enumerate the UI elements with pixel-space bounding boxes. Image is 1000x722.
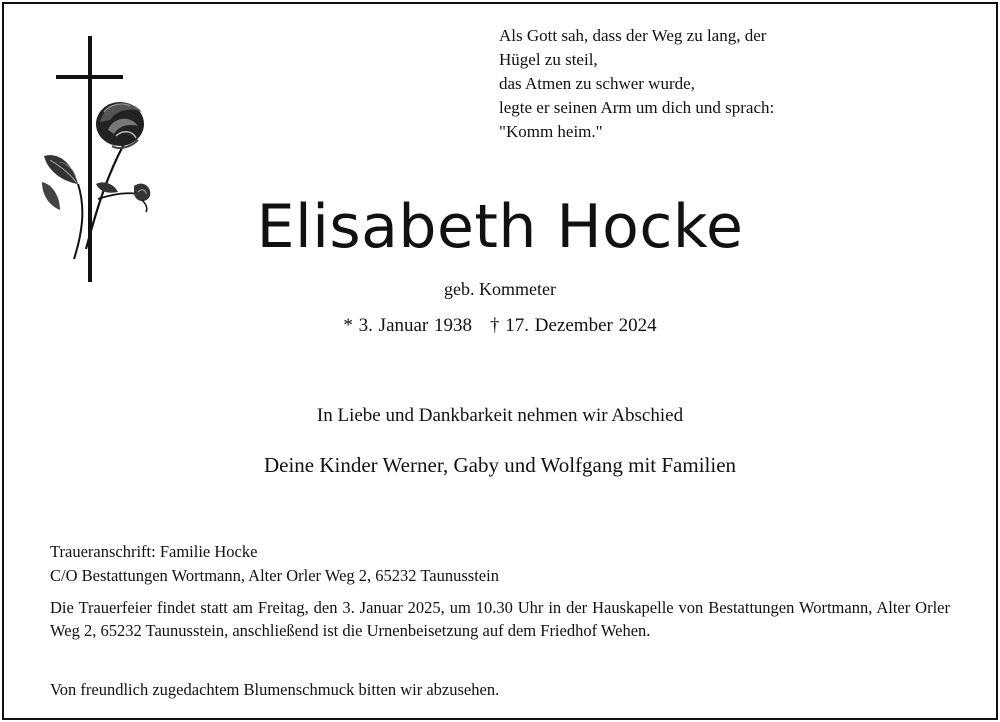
flowers-note: Von freundlich zugedachtem Blumenschmuck bitten wir abzusehen. [50, 680, 500, 699]
poem-line: legte er seinen Arm um dich und sprach: [499, 98, 775, 117]
address-line: Traueranschrift: Familie Hocke [50, 542, 258, 561]
poem-line: Hügel zu steil, [499, 50, 598, 69]
poem [499, 24, 969, 144]
death-date: † 17. Dezember 2024 [490, 315, 657, 336]
ceremony-info: Die Trauerfeier findet statt am Freitag, den 3. Januar 2025, um 10.30 Uhr in der Hauskapelle von Bestattungen Wortmann, Alter Orler Weg 2, 65232 Taunusstein, anschließend ist die Urnenbeisetzung auf dem Friedhof Wehen. [50, 598, 950, 640]
poem-line: das Atmen zu schwer wurde, [499, 74, 695, 93]
poem-line: "Komm heim." [499, 122, 603, 141]
birth-date: * 3. Januar 1938 [343, 315, 473, 336]
farewell-text: In Liebe und Dankbarkeit nehmen wir Abschied [316, 405, 684, 426]
address-line: C/O Bestattungen Wortmann, Alter Orler Weg 2, 65232 Taunusstein [50, 566, 499, 585]
poem-line: Als Gott sah, dass der Weg zu lang, der [499, 26, 767, 45]
life-dates [0, 315, 1000, 337]
maiden-name: geb. Kommeter [444, 279, 556, 299]
mourning-address [50, 540, 960, 588]
mourners-text: Deine Kinder Werner, Gaby und Wolfgang mit Familien [263, 453, 737, 477]
deceased-name: Elisabeth Hocke [256, 192, 744, 262]
